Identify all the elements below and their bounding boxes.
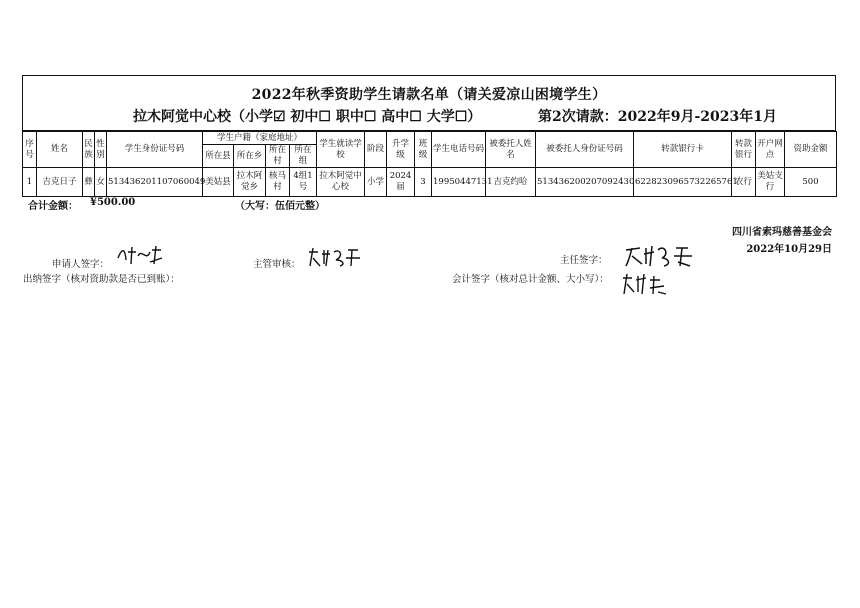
header-school: 学生就读学校 bbox=[317, 132, 365, 168]
cell-gender: 女 bbox=[95, 168, 107, 197]
director-signature bbox=[622, 242, 696, 270]
applicant-signature-label: 申请人签字： bbox=[52, 259, 110, 270]
header-county: 所在县 bbox=[203, 145, 234, 168]
header-gender: 性别 bbox=[95, 132, 107, 168]
accountant-signature-label: 会计签字（核对总计金额、大小写）： bbox=[452, 274, 609, 285]
header-agent-id: 被委托人身份证号码 bbox=[536, 132, 634, 168]
cell-seq: 1 bbox=[23, 168, 37, 197]
cell-school: 拉木阿觉中心校 bbox=[317, 168, 365, 197]
header-township: 所在乡 bbox=[234, 145, 266, 168]
header-agent: 被委托人姓名 bbox=[486, 132, 536, 168]
cell-year: 2024届 bbox=[387, 168, 415, 197]
header-year: 升学级 bbox=[387, 132, 415, 168]
table-row bbox=[23, 168, 837, 197]
cell-county: 美姑县 bbox=[203, 168, 234, 197]
header-bank: 转款银行 bbox=[732, 132, 756, 168]
cashier-signature-label: 出纳签字（核对资助款是否已到账）： bbox=[23, 274, 180, 285]
header-name: 姓名 bbox=[37, 132, 83, 168]
applicant-signature bbox=[116, 244, 164, 266]
cell-class: 3 bbox=[415, 168, 432, 197]
header-village: 所在村 bbox=[266, 145, 290, 168]
cell-village: 核马村 bbox=[266, 168, 290, 197]
cell-agent: 吉克约哈 bbox=[486, 168, 536, 197]
student-table bbox=[22, 131, 837, 197]
header-seq: 序号 bbox=[23, 132, 37, 168]
header-stage: 阶段 bbox=[365, 132, 387, 168]
cell-ethnic: 彝 bbox=[83, 168, 95, 197]
total-amount: ¥500.00 bbox=[90, 197, 136, 208]
cell-phone: 19950447131 bbox=[432, 168, 486, 197]
cell-id: 513436201107060049 bbox=[107, 168, 203, 197]
header-ethnic: 民族 bbox=[83, 132, 95, 168]
cell-card: 6228230965732265761 bbox=[634, 168, 732, 197]
cell-branch: 美姑支行 bbox=[756, 168, 785, 197]
title-box bbox=[22, 75, 836, 131]
cell-stage: 小学 bbox=[365, 168, 387, 197]
header-group: 所在组 bbox=[290, 145, 317, 168]
header-class: 班级 bbox=[415, 132, 432, 168]
request-period: 第2次请款：2022年9月-2023年1月 bbox=[538, 109, 777, 125]
total-amount-in-words: （大写：伍佰元整） bbox=[235, 201, 325, 212]
cell-township: 拉木阿觉乡 bbox=[234, 168, 266, 197]
cell-group: 4组1号 bbox=[290, 168, 317, 197]
cell-agent-id: 513436200207092430 bbox=[536, 168, 634, 197]
accountant-signature bbox=[620, 272, 670, 296]
header-phone: 学生电话号码 bbox=[432, 132, 486, 168]
header-id: 学生身份证号码 bbox=[107, 132, 203, 168]
document-title: 2022年秋季资助学生请款名单（请关爱凉山困境学生） bbox=[251, 87, 607, 103]
cell-bank: 农行 bbox=[732, 168, 756, 197]
cell-name: 吉克日子 bbox=[37, 168, 83, 197]
organization-name: 四川省索玛慈善基金会 bbox=[732, 227, 832, 238]
header-amount: 资助金额 bbox=[785, 132, 837, 168]
supervisor-signature bbox=[306, 246, 362, 268]
director-signature-label: 主任签字： bbox=[560, 255, 608, 266]
cell-amount: 500 bbox=[785, 168, 837, 197]
header-branch: 开户网点 bbox=[756, 132, 785, 168]
header-household: 学生户籍（家庭地址） bbox=[203, 132, 317, 145]
total-label: 合计金额： bbox=[28, 201, 78, 212]
school-checkbox-line: 拉木阿觉中心校（小学☑ 初中☐ 职中☐ 高中☐ 大学☐） bbox=[133, 109, 482, 125]
header-card: 转款银行卡 bbox=[634, 132, 732, 168]
supervisor-review-label: 主管审核： bbox=[253, 259, 301, 270]
document-date: 2022年10月29日 bbox=[746, 244, 832, 255]
